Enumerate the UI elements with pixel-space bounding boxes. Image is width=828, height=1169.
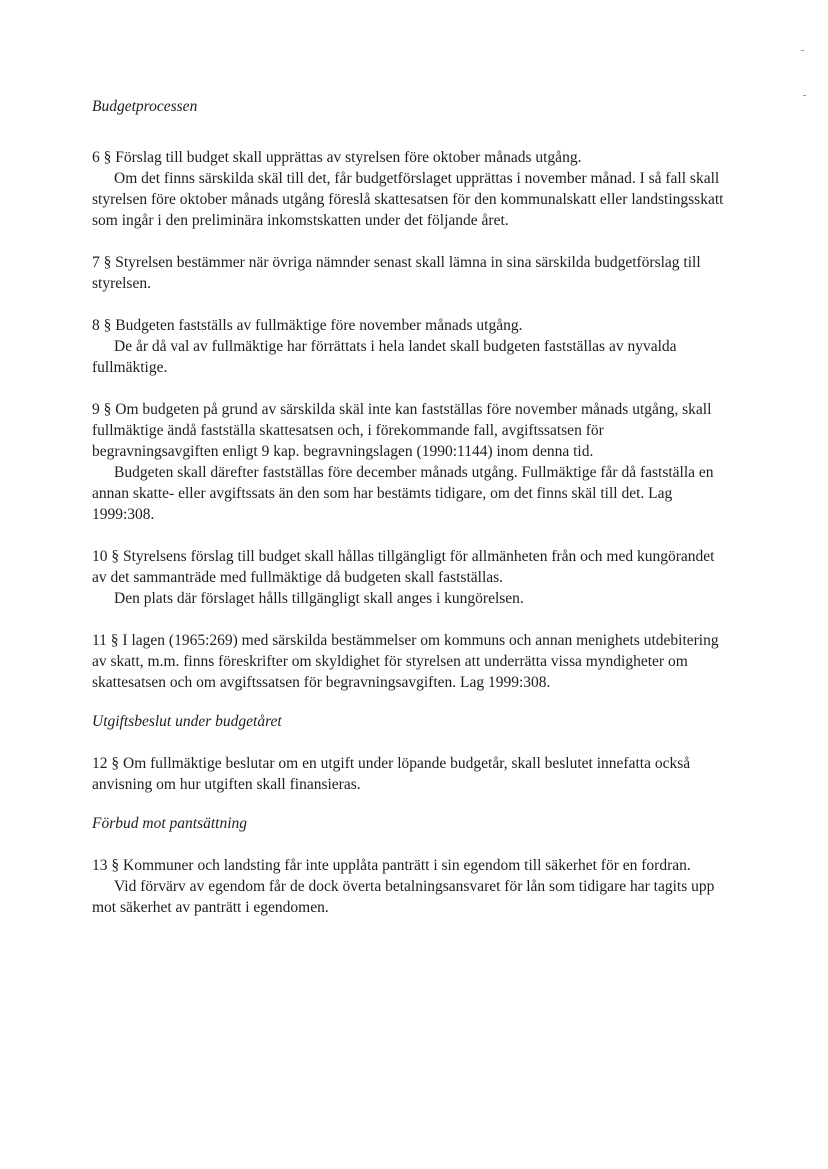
section-8-paragraph-2: De år då val av fullmäktige har förrättats i hela landet skall budgeten fastställas av nyvalda fullmäktige.	[92, 338, 677, 376]
scan-speck	[801, 50, 804, 51]
heading-forbud: Förbud mot pantsättning	[92, 815, 248, 832]
section-11	[92, 630, 732, 693]
heading-budgetprocessen: Budgetprocessen	[92, 98, 198, 115]
section-11-paragraph-1: 11 § I lagen (1965:269) med särskilda bestämmelser om kommuns och annan menighets utdebitering av skatt, m.m. finns föreskrifter om skyldighet för styrelsen att underrätta vissa myndigheter om skattesatsen och om avgiftssatsen för begravningsavgiften. Lag 1999:308.	[92, 632, 719, 691]
section-12-paragraph-1: 12 § Om fullmäktige beslutar om en utgift under löpande budgetår, skall beslutet innefatta också anvisning om hur utgiften skall finansieras.	[92, 755, 691, 793]
section-13	[92, 855, 732, 918]
section-9-paragraph-2: Budgeten skall därefter fastställas före december månads utgång. Fullmäktige får då fastställa en annan skatte- eller avgiftssats än den som har bestämts tidigare, om det finns skäl till det. Lag 1999:308.	[92, 464, 714, 523]
section-7-paragraph-1: 7 § Styrelsen bestämmer när övriga nämnder senast skall lämna in sina särskilda budgetförslag till styrelsen.	[92, 254, 701, 292]
section-12	[92, 753, 732, 795]
scan-speck	[803, 95, 806, 96]
section-10	[92, 546, 732, 609]
section-10-paragraph-2: Den plats där förslaget hålls tillgängligt skall anges i kungörelsen.	[114, 590, 524, 607]
section-13-paragraph-2: Vid förvärv av egendom får de dock överta betalningsansvaret för lån som tidigare har tagits upp mot säkerhet av panträtt i egendomen.	[92, 878, 715, 916]
section-13-paragraph-1: 13 § Kommuner och landsting får inte upplåta panträtt i sin egendom till säkerhet för en fordran.	[92, 857, 691, 874]
section-8	[92, 315, 732, 378]
section-8-paragraph-1: 8 § Budgeten fastställs av fullmäktige före november månads utgång.	[92, 317, 523, 334]
document-page	[92, 96, 732, 918]
section-10-paragraph-1: 10 § Styrelsens förslag till budget skall hållas tillgängligt för allmänheten från och med kungörandet av det sammanträde med fullmäktige då budgeten skall fastställas.	[92, 548, 715, 586]
section-7	[92, 252, 732, 294]
section-6	[92, 147, 732, 231]
section-9	[92, 399, 732, 525]
section-6-paragraph-2: Om det finns särskilda skäl till det, får budgetförslaget upprättas i november månad. I så fall skall styrelsen före oktober månads utgång föreslå skattesatsen för den kommunalskatt eller landstingsskatt som ingår i den preliminära inkomstskatten under det följande året.	[92, 170, 724, 229]
section-6-paragraph-1: 6 § Förslag till budget skall upprättas av styrelsen före oktober månads utgång.	[92, 149, 582, 166]
section-9-paragraph-1: 9 § Om budgeten på grund av särskilda skäl inte kan fastställas före november månads utgång, skall fullmäktige ändå fastställa skattesatsen och, i förekommande fall, avgiftssatsen för begravningsavgiften enligt 9 kap. begravningslagen (1990:1144) inom denna tid.	[92, 401, 712, 460]
heading-utgiftsbeslut: Utgiftsbeslut under budgetåret	[92, 713, 282, 730]
